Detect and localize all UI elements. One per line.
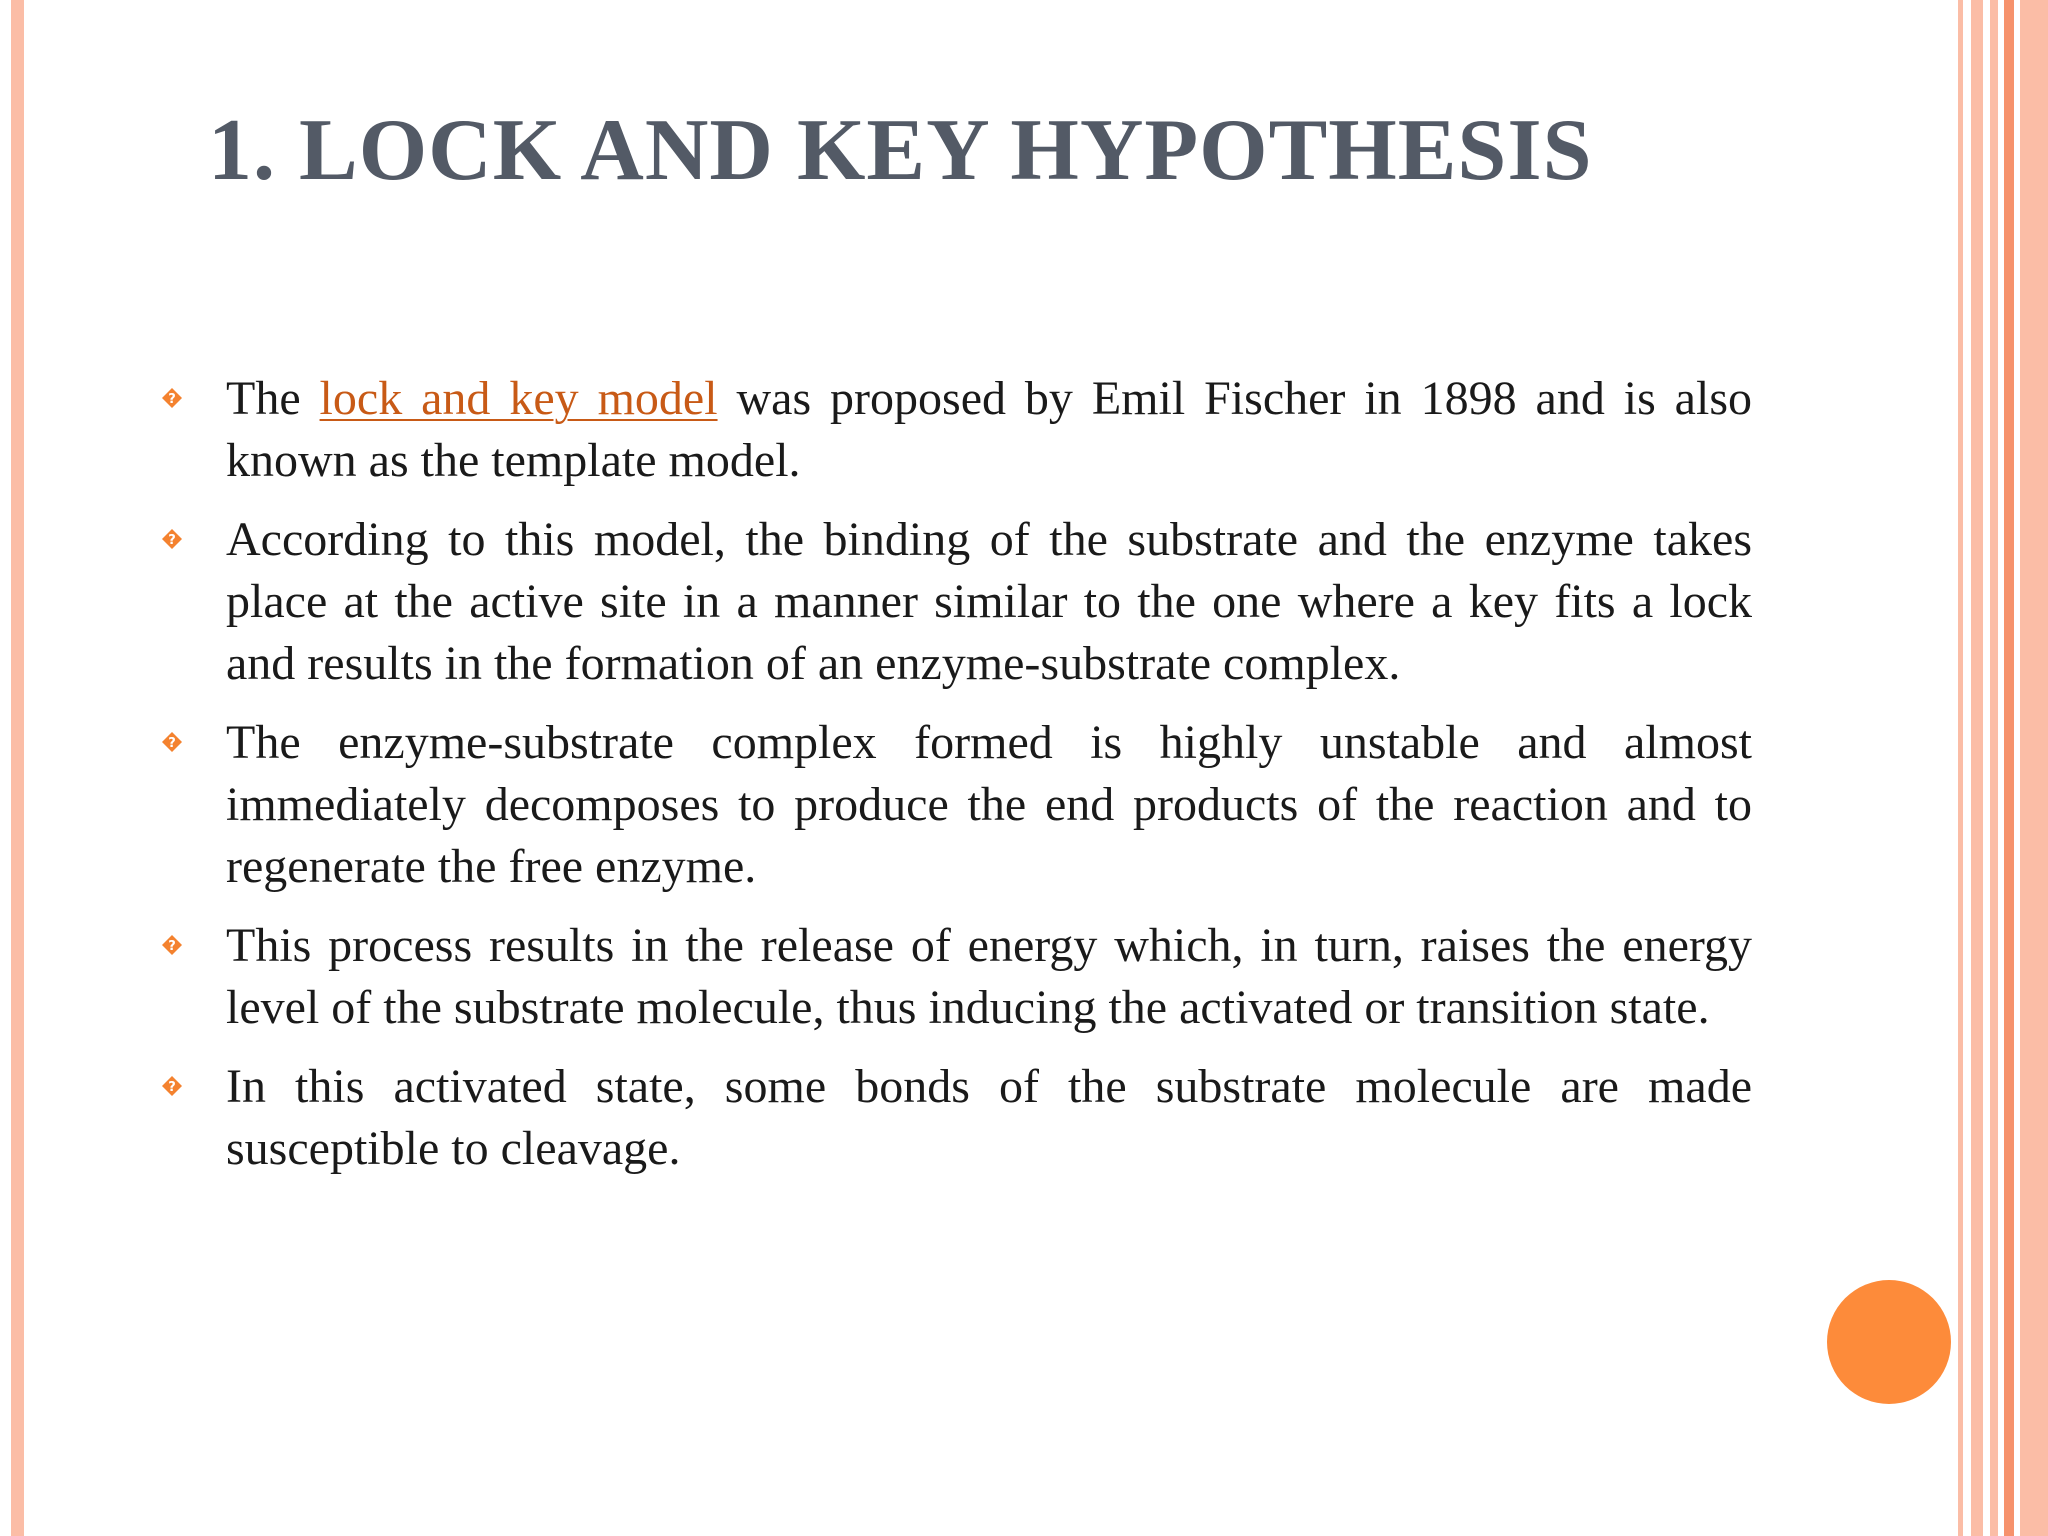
diamond-question-bullet-icon xyxy=(162,732,182,752)
left-border-stripe xyxy=(11,0,24,1536)
bullet-text: According to this model, the binding of the substrate and the enzyme takes place at the active site in a manner similar to the one where a key fits a lock and results in the formation of an enzyme-substrate complex. xyxy=(226,513,1752,690)
right-border-stripe xyxy=(1971,0,1983,1536)
svg-text:?: ? xyxy=(168,392,176,407)
svg-text:?: ? xyxy=(168,939,176,954)
bullet-item xyxy=(158,509,1752,695)
bullet-item xyxy=(158,712,1752,898)
bullet-text: was proposed by Emil Fischer in 1898 and is also known as the template model. xyxy=(226,372,1752,487)
bullet-item xyxy=(158,915,1752,1039)
bullet-list xyxy=(158,368,1752,1197)
right-border-stripe xyxy=(2004,0,2014,1536)
svg-text:?: ? xyxy=(168,736,176,751)
bullet-text: The enzyme-substrate complex formed is highly unstable and almost immediately decomposes to produce the end products of the reaction and to regenerate the free enzyme. xyxy=(226,716,1752,893)
diamond-question-bullet-icon xyxy=(162,1076,182,1096)
svg-text:?: ? xyxy=(168,1080,176,1095)
lock-and-key-model-link[interactable]: lock and key model xyxy=(319,372,718,425)
diamond-question-bullet-icon xyxy=(162,529,182,549)
bullet-text: In this activated state, some bonds of the substrate molecule are made susceptible to cleavage. xyxy=(226,1060,1752,1175)
right-border-stripe xyxy=(1958,0,1963,1536)
diamond-question-bullet-icon xyxy=(162,935,182,955)
bullet-item xyxy=(158,1056,1752,1180)
bullet-text: This process results in the release of energy which, in turn, raises the energy level of the substrate molecule, thus inducing the activated or transition state. xyxy=(226,919,1752,1034)
orange-circle-decoration xyxy=(1827,1280,1951,1404)
right-border-stripe xyxy=(1990,0,1998,1536)
diamond-question-bullet-icon xyxy=(162,388,182,408)
bullet-text: The xyxy=(226,372,320,425)
svg-text:?: ? xyxy=(168,533,176,548)
bullet-item xyxy=(158,368,1752,492)
slide-title: 1. LOCK AND KEY HYPOTHESIS xyxy=(208,102,1593,199)
right-border-stripe xyxy=(2020,0,2048,1536)
